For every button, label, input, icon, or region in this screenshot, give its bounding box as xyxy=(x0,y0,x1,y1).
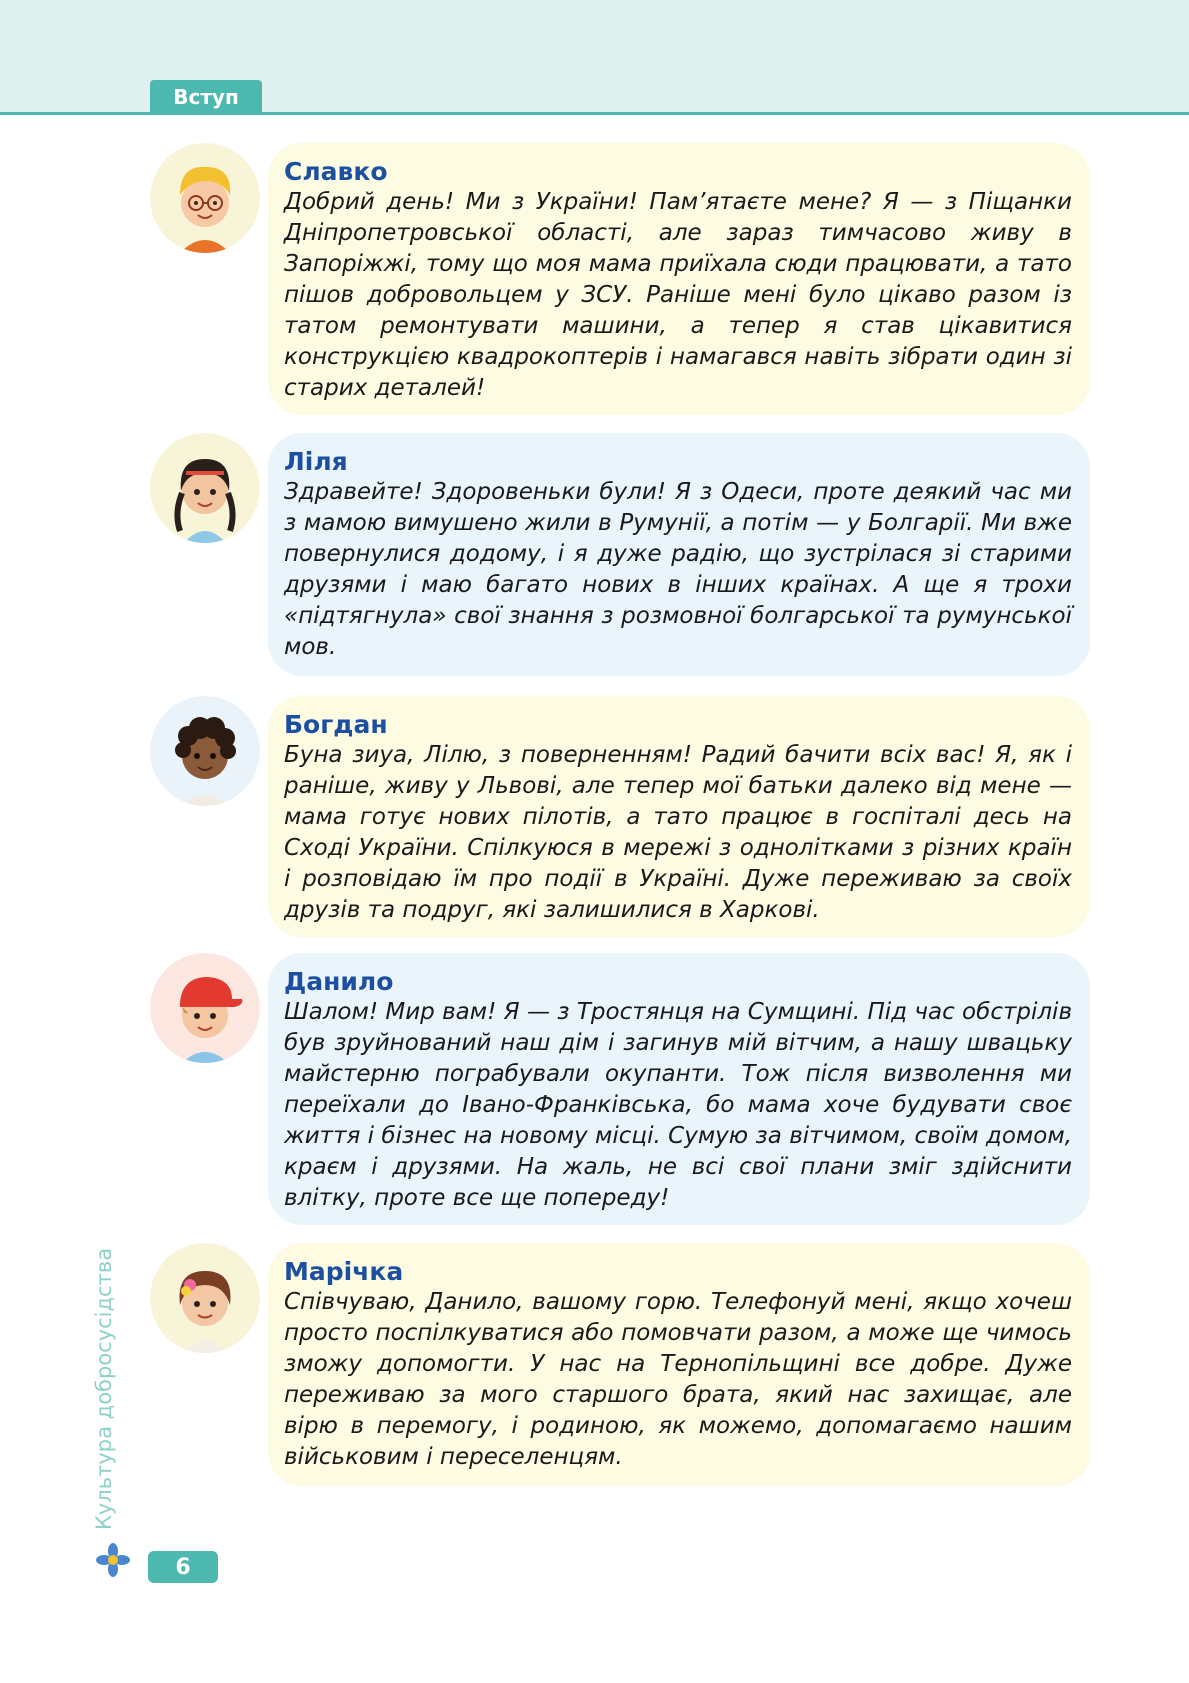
speaker-name: Богдан xyxy=(284,710,388,739)
dialog-danylo xyxy=(150,953,1090,1225)
speaker-name: Славко xyxy=(284,157,388,186)
speech-text: Здравейте! Здоровеньки були! Я з Одеси, проте деякий час ми з мамою вимушено жили в Румунії, а потім — у Болгарії. Ми вже повернулися додому, і я дуже радію, що зустрілася зі старими друзями і маю багато нових в інших країнах. А ще я трохи «підтягнула» свої знання з розмовної болгарської та румунської мов. xyxy=(284,479,1072,660)
dialog-bohdan xyxy=(150,696,1090,937)
dialog-lilia xyxy=(150,433,1090,676)
speech-bubble xyxy=(268,696,1090,937)
speaker-name: Данило xyxy=(284,967,394,996)
dialog-marichka xyxy=(150,1243,1090,1486)
boy-with-glasses-icon xyxy=(150,143,260,253)
speech-bubble xyxy=(268,433,1090,676)
speech-bubble xyxy=(268,143,1090,415)
speech-text: Добрий день! Ми з України! Пам’ятаєте мене? Я — з Піщанки Дніпропетровської області, але зараз тимчасово живу в Запоріжжі, тому що моя мама приїхала сюди працювати, а тато пішов добровольцем у ЗСУ. Раніше мені було цікаво разом із татом ремонтувати машини, а тепер я став цікавитися конструкцією квадрокоптерів і намагався навіть зібрати один зі старих деталей! xyxy=(284,189,1072,401)
girl-with-flower-icon xyxy=(150,1243,260,1353)
boy-with-cap-icon xyxy=(150,953,260,1063)
page-number: 6 xyxy=(148,1551,218,1583)
speech-text: Співчуваю, Данило, вашому горю. Телефонуй мені, якщо хочеш просто поспілкуватися або помовчати разом, а може ще чимось зможу допомогти. У нас на Тернопільщині все добре. Дуже переживаю за мого старшого брата, який нас захищає, але вірю в перемогу, і родиною, як можемо, допомагаємо нашим військовим і переселенцям. xyxy=(284,1289,1072,1470)
speech-text: Буна зиуа, Лілю, з поверненням! Радий бачити всіх вас! Я, як і раніше, живу у Львові, але тепер мої батьки далеко від мене — мама готує нових пілотів, а тато працює в госпіталі десь на Сході України. Спілкуюся в мережі з однолітками з різних країн і розповідаю їм про події в Україні. Дуже переживаю за своїх друзів та подруг, які залишилися в Харкові. xyxy=(284,742,1072,923)
flower-icon xyxy=(96,1543,130,1577)
speech-bubble xyxy=(268,1243,1090,1486)
girl-with-braids-icon xyxy=(150,433,260,543)
curly-haired-boy-icon xyxy=(150,696,260,806)
section-tab: Вступ xyxy=(150,80,262,114)
book-side-title: Культура добросусідства xyxy=(92,1247,116,1530)
speaker-name: Ліля xyxy=(284,447,348,476)
speaker-name: Марічка xyxy=(284,1257,404,1286)
speech-text: Шалом! Мир вам! Я — з Тростянця на Сумщині. Під час обстрілів був зруйнований наш дім і загинув мій вітчим, а нашу швацьку майстерню пограбували окупанти. Тож після визволення ми переїхали до Івано-Франківська, бо мама хоче будувати своє життя і бізнес на новому місці. Сумую за вітчимом, своїм домом, краєм і друзями. На жаль, не всі свої плани зміг здійснити влітку, проте все ще попереду! xyxy=(284,999,1072,1211)
speech-bubble xyxy=(268,953,1090,1225)
dialog-slavko xyxy=(150,143,1090,415)
